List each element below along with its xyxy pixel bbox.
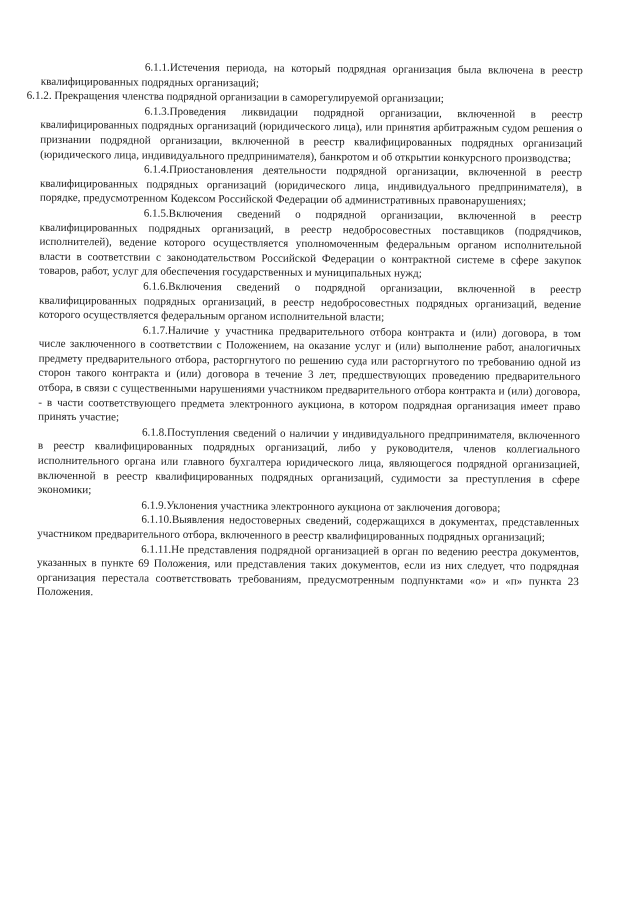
clause-number: 6.1.10. xyxy=(141,514,172,527)
clause-number: 6.1.6. xyxy=(143,280,169,293)
clause-text: Истечения периода, на который подрядная организация была включена в реестр квалифицированных подрядных организаций; xyxy=(40,61,583,90)
clause-number: 6.1.7. xyxy=(142,324,168,337)
clause-number: 6.1.4. xyxy=(144,163,170,176)
clause-number: 6.1.5. xyxy=(143,207,169,220)
clause-6-1-10 xyxy=(37,512,579,545)
clause-6-1-3 xyxy=(40,104,582,167)
clause-text: Включения сведений о подрядной организации, включенной в реестр квалифицированных подрядных организаций, в реестр недобросовестных подрядных организаций, ведение которого осуществляется федеральным органом исполнительной власти; xyxy=(38,280,582,324)
clause-number: 6.1.3. xyxy=(144,105,170,118)
clause-text: Включения сведений о подрядной организации, включенной в реестр квалифицированных подрядных организаций, в реестр недобросовестных поставщиков (подрядчиков, исполнителей), ведение которого осуществляется уполномоченным федеральным органом исполнительной власти в соответствии с законодательством Российской Федерации о контрактной системе в сфере закупок товаров, работ, услуг для обеспечения государственных и муниципальных нужд; xyxy=(39,207,582,281)
clause-text: Прекращения членства подрядной организации в саморегулируемой организации; xyxy=(54,90,444,106)
clause-6-1-5 xyxy=(39,206,582,283)
clause-text: Выявления недостоверных сведений, содержащихся в документах, представленных участником предварительного отбора, включенного в реестр квалифицированных подрядных организаций; xyxy=(37,514,580,544)
clause-number: 6.1.1. xyxy=(144,61,170,74)
clause-6-1-8 xyxy=(38,425,581,502)
clause-number: 6.1.2. xyxy=(26,89,52,103)
clause-text: Приостановления деятельности подрядной организации, включенной в реестр квалифицированных подрядных организаций (юридического лица, индивидуального предпринимателя), в порядке, предусмотренном Кодексом Российской Федерации об административных правонарушениях; xyxy=(39,163,583,208)
clause-number: 6.1.9. xyxy=(141,499,167,512)
clause-text: Не представления подрядной организацией в орган по ведению реестра документов, указанных в пункте 69 Положения, или представления таких документов, если из них следует, что подрядная организация перестала соответствовать требованиям, предусмотренным подпунктами «о» и «п» пункта 23 Положения. xyxy=(36,543,580,599)
clause-6-1-4 xyxy=(40,162,582,210)
clause-text: Проведения ликвидации подрядной организации, включенной в реестр квалифицированных подрядных организаций (юридического лица), или принятия арбитражным судом решения о признании подрядной организации, включенной в реестр квалифицированных подрядных организаций (юридического лица, индивидуального предпринимателя), банкротом и об открытии конкурсного производства; xyxy=(40,105,583,165)
clause-6-1-11 xyxy=(37,541,579,604)
clause-6-1-6 xyxy=(39,279,581,327)
clause-number: 6.1.11. xyxy=(141,543,172,556)
clause-6-1-7 xyxy=(38,322,581,428)
clause-text: Уклонения участника электронного аукциона от заключения договора; xyxy=(166,499,501,515)
clause-6-1-1 xyxy=(41,60,583,93)
clause-text: Наличие у участника предварительного отбора контракта и (или) договора, в том числе заключенного в соответствии с Положением, на оказание услуг и (или) выполнение работ, аналогичных предмету предварительного отбора, расторгнутого по решению суда или расторгнутого по требованию одной из сторон такого контракта и (или) договора в течение 3 лет, предшествующих проведению предварительного отбора, в связи с существенными нарушениями участником предварительного отбора контракта и (или) договора, - в части соответствующего предмета электронного аукциона, в котором подрядная организация имеет право принять участие; xyxy=(38,324,581,424)
clause-number: 6.1.8. xyxy=(141,426,168,439)
clause-text: Поступления сведений о наличии у индивидуального предпринимателя, включенного в реестр квалифицированных подрядных организаций, либо у руководителя, членов коллегиального исполнительного органа или главного бухгалтера юридического лица, являющегося подрядной организацией, включенной в реестр квалифицированных подрядных организаций, судимости за преступления в сфере экономики; xyxy=(37,426,581,497)
